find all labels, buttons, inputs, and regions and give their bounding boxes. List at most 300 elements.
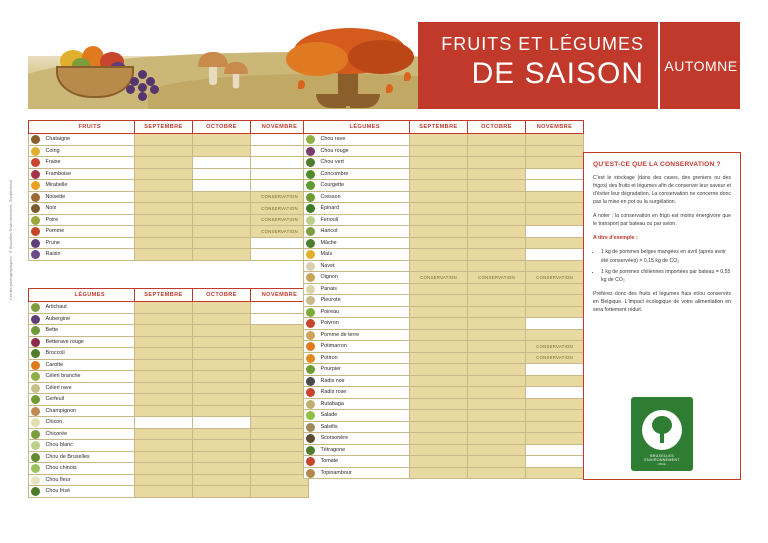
availability-cell-empty <box>526 444 584 456</box>
produce-name: Mirabelle <box>43 180 135 192</box>
availability-cell-season <box>135 428 193 440</box>
produce-icon <box>304 226 318 238</box>
produce-icon <box>304 352 318 364</box>
availability-cell-season <box>526 237 584 249</box>
availability-cell-season <box>468 467 526 479</box>
availability-cell-season <box>135 134 193 146</box>
availability-cell-season <box>468 421 526 433</box>
table-row <box>304 145 584 157</box>
availability-cell-season <box>251 463 309 475</box>
table-header-icon <box>29 289 43 302</box>
produce-icon <box>29 145 43 157</box>
table-row <box>29 168 309 180</box>
produce-name: Navet <box>318 260 410 272</box>
season-label: AUTOMNE <box>658 22 740 109</box>
availability-cell-conservation: CONSERVATION <box>526 272 584 284</box>
produce-name: Chicorée <box>43 428 135 440</box>
table-row <box>304 433 584 445</box>
availability-cell-season <box>135 191 193 203</box>
availability-cell-season <box>135 348 193 360</box>
produce-icon <box>304 467 318 479</box>
produce-name: Poireau <box>318 306 410 318</box>
table-row <box>29 394 309 406</box>
table-row <box>304 260 584 272</box>
produce-icon <box>304 134 318 146</box>
availability-cell-empty <box>251 157 309 169</box>
produce-icon <box>304 214 318 226</box>
infobox-bullet: • 1 kg de pommes chiliennes importées par bateau = 0,55 kg de CO₂ <box>601 268 731 284</box>
produce-name: Noisette <box>43 191 135 203</box>
table-header-icon <box>29 121 43 134</box>
produce-name: Scorsonère <box>318 433 410 445</box>
table-fruits-autumn <box>28 120 309 261</box>
availability-cell-season <box>135 451 193 463</box>
availability-cell-empty <box>526 456 584 468</box>
availability-cell-conservation: CONSERVATION <box>251 214 309 226</box>
produce-name: Tétragone <box>318 444 410 456</box>
availability-cell-season <box>468 444 526 456</box>
table-row <box>29 474 309 486</box>
availability-cell-season <box>135 145 193 157</box>
availability-cell-season <box>526 145 584 157</box>
table-row <box>304 226 584 238</box>
table-header-month: NOVEMBRE <box>251 289 309 302</box>
produce-name: Pourpier <box>318 364 410 376</box>
availability-cell-season <box>193 463 251 475</box>
produce-name: Pleurote <box>318 295 410 307</box>
table-row <box>29 157 309 169</box>
produce-name: Potiron <box>318 352 410 364</box>
availability-cell-season <box>410 398 468 410</box>
table-header-month: NOVEMBRE <box>526 121 584 134</box>
availability-cell-season <box>410 387 468 399</box>
produce-icon <box>29 371 43 383</box>
availability-cell-season <box>193 371 251 383</box>
table-row <box>304 157 584 169</box>
availability-cell-season <box>468 306 526 318</box>
infobox-bullets <box>593 248 731 283</box>
availability-cell-season <box>468 157 526 169</box>
produce-icon <box>304 306 318 318</box>
availability-cell-season <box>468 260 526 272</box>
availability-cell-season <box>193 428 251 440</box>
availability-cell-season <box>193 313 251 325</box>
produce-icon <box>304 375 318 387</box>
produce-icon <box>29 191 43 203</box>
availability-cell-season <box>410 329 468 341</box>
availability-cell-season <box>468 375 526 387</box>
produce-name: Betterave rouge <box>43 336 135 348</box>
table-row <box>304 421 584 433</box>
produce-name: Salsifis <box>318 421 410 433</box>
availability-cell-empty <box>251 145 309 157</box>
table-row <box>304 203 584 215</box>
table-row <box>29 214 309 226</box>
produce-icon <box>29 180 43 192</box>
table-row <box>304 352 584 364</box>
produce-icon <box>304 145 318 157</box>
availability-cell-empty <box>193 180 251 192</box>
produce-icon <box>29 417 43 429</box>
produce-name: Haricot <box>318 226 410 238</box>
credits-text: Crédits photographiques : © Bruxelles Environnement, Shutterstock <box>8 180 13 300</box>
availability-cell-season <box>135 440 193 452</box>
availability-cell-season <box>193 486 251 498</box>
produce-icon <box>29 134 43 146</box>
produce-name: Panais <box>318 283 410 295</box>
produce-name: Chicon <box>43 417 135 429</box>
availability-cell-season <box>468 364 526 376</box>
bruxelles-environnement-logo <box>631 397 693 471</box>
availability-cell-season <box>526 203 584 215</box>
table-header-month: SEPTEMBRE <box>135 121 193 134</box>
table-row <box>29 348 309 360</box>
availability-cell-empty <box>251 180 309 192</box>
availability-cell-season <box>193 382 251 394</box>
availability-cell-empty <box>526 180 584 192</box>
availability-cell-season <box>251 325 309 337</box>
produce-name: Chou frisé <box>43 486 135 498</box>
produce-icon <box>29 474 43 486</box>
availability-cell-season <box>468 352 526 364</box>
availability-cell-conservation: CONSERVATION <box>468 272 526 284</box>
infobox-paragraph-4: Préférez donc des fruits et légumes frais et/ou conservés en Belgique. L'impact écologique de votre alimentation en sera fortement réduit. <box>593 290 731 313</box>
produce-name: Chou rouge <box>318 145 410 157</box>
availability-cell-season <box>526 375 584 387</box>
availability-cell-season <box>468 203 526 215</box>
availability-cell-season <box>251 359 309 371</box>
produce-icon <box>304 398 318 410</box>
availability-cell-season <box>526 295 584 307</box>
availability-cell-season <box>193 134 251 146</box>
produce-icon <box>304 329 318 341</box>
availability-cell-season <box>468 237 526 249</box>
availability-cell-season <box>410 467 468 479</box>
availability-cell-season <box>410 456 468 468</box>
produce-icon <box>304 410 318 422</box>
availability-cell-season <box>135 382 193 394</box>
availability-cell-empty <box>251 168 309 180</box>
availability-cell-season <box>468 226 526 238</box>
produce-name: Fenouil <box>318 214 410 226</box>
produce-icon <box>304 249 318 261</box>
table-row <box>29 145 309 157</box>
produce-icon <box>304 318 318 330</box>
produce-icon <box>29 486 43 498</box>
produce-icon <box>29 214 43 226</box>
availability-cell-empty <box>526 387 584 399</box>
table-row <box>29 226 309 238</box>
table-row <box>304 237 584 249</box>
produce-icon <box>304 191 318 203</box>
produce-icon <box>304 444 318 456</box>
availability-cell-season <box>410 283 468 295</box>
table-row <box>29 203 309 215</box>
availability-cell-season <box>468 387 526 399</box>
availability-cell-season <box>526 134 584 146</box>
availability-cell-season <box>251 371 309 383</box>
table-row <box>29 191 309 203</box>
availability-cell-season <box>135 474 193 486</box>
availability-cell-season <box>468 410 526 422</box>
availability-cell-season <box>251 336 309 348</box>
produce-name: Radis rose <box>318 387 410 399</box>
table-header-month: SEPTEMBRE <box>410 121 468 134</box>
produce-icon <box>29 440 43 452</box>
availability-cell-season <box>526 283 584 295</box>
availability-cell-season <box>526 398 584 410</box>
table-header-category: LÉGUMES <box>43 289 135 302</box>
logo-tree-icon <box>642 410 682 450</box>
produce-name: Chou rave <box>318 134 410 146</box>
availability-cell-season <box>135 486 193 498</box>
availability-cell-season <box>410 214 468 226</box>
table-header-category: FRUITS <box>43 121 135 134</box>
availability-cell-season <box>251 417 309 429</box>
availability-cell-season <box>251 382 309 394</box>
availability-cell-empty <box>526 168 584 180</box>
produce-icon <box>29 463 43 475</box>
availability-cell-season <box>468 456 526 468</box>
availability-cell-season <box>526 433 584 445</box>
availability-cell-season <box>410 260 468 272</box>
table-row <box>304 306 584 318</box>
availability-cell-season <box>526 306 584 318</box>
availability-cell-season <box>193 249 251 261</box>
availability-cell-season <box>410 249 468 261</box>
availability-cell-season <box>526 329 584 341</box>
produce-icon <box>29 249 43 261</box>
produce-name: Concombre <box>318 168 410 180</box>
availability-cell-season <box>468 145 526 157</box>
availability-cell-season <box>135 336 193 348</box>
availability-cell-conservation: CONSERVATION <box>410 272 468 284</box>
table-header-icon <box>304 121 318 134</box>
availability-cell-season <box>468 318 526 330</box>
produce-icon <box>29 394 43 406</box>
availability-cell-empty <box>526 226 584 238</box>
table-header-month: OCTOBRE <box>193 121 251 134</box>
table-row <box>29 405 309 417</box>
table-header-category: LÉGUMES <box>318 121 410 134</box>
infobox-example-heading: A titre d'exemple : <box>593 235 638 242</box>
table-row <box>304 318 584 330</box>
availability-cell-season <box>193 348 251 360</box>
availability-cell-season <box>135 203 193 215</box>
availability-cell-season <box>193 474 251 486</box>
produce-name: Pomme de terre <box>318 329 410 341</box>
produce-icon <box>304 168 318 180</box>
table-row <box>304 364 584 376</box>
table-row <box>29 463 309 475</box>
table-row <box>29 382 309 394</box>
availability-cell-season <box>251 451 309 463</box>
produce-icon <box>304 260 318 272</box>
availability-cell-season <box>468 433 526 445</box>
produce-name: Prune <box>43 237 135 249</box>
availability-cell-season <box>468 134 526 146</box>
availability-cell-conservation: CONSERVATION <box>251 203 309 215</box>
logo-line-2: ENVIRONNEMENT <box>644 458 680 462</box>
table-row <box>29 302 309 314</box>
produce-name: Radis noir <box>318 375 410 387</box>
availability-cell-empty <box>526 249 584 261</box>
availability-cell-season <box>410 444 468 456</box>
availability-cell-conservation: CONSERVATION <box>251 191 309 203</box>
table-legumes-left <box>28 288 309 498</box>
availability-cell-season <box>193 191 251 203</box>
availability-cell-season <box>193 214 251 226</box>
produce-name: Rutabaga <box>318 398 410 410</box>
availability-cell-season <box>410 341 468 353</box>
table-row <box>29 417 309 429</box>
availability-cell-season <box>526 410 584 422</box>
produce-name: Maïs <box>318 249 410 261</box>
availability-cell-season <box>410 157 468 169</box>
infobox-paragraph-2: A noter : la conservation en frigo est moins énergivore que le transport par bateau ou par avion. <box>593 213 731 228</box>
availability-cell-season <box>135 237 193 249</box>
availability-cell-season <box>193 405 251 417</box>
availability-cell-season <box>251 474 309 486</box>
availability-cell-season <box>135 226 193 238</box>
produce-icon <box>29 157 43 169</box>
table-row <box>29 180 309 192</box>
availability-cell-empty <box>251 237 309 249</box>
produce-name: Chou vert <box>318 157 410 169</box>
availability-cell-empty <box>526 318 584 330</box>
availability-cell-empty <box>251 134 309 146</box>
availability-cell-season <box>135 180 193 192</box>
produce-icon <box>29 451 43 463</box>
produce-icon <box>304 237 318 249</box>
availability-cell-season <box>410 364 468 376</box>
availability-cell-season <box>410 168 468 180</box>
availability-cell-season <box>193 237 251 249</box>
produce-icon <box>29 226 43 238</box>
availability-cell-season <box>410 145 468 157</box>
table-row <box>304 180 584 192</box>
produce-name: Potimarron <box>318 341 410 353</box>
availability-cell-season <box>410 191 468 203</box>
produce-name: Chou blanc <box>43 440 135 452</box>
produce-icon <box>29 428 43 440</box>
produce-name: Topinambour <box>318 467 410 479</box>
availability-cell-season <box>526 191 584 203</box>
availability-cell-empty <box>526 364 584 376</box>
produce-icon <box>304 203 318 215</box>
produce-name: Céleri rave <box>43 382 135 394</box>
produce-name: Framboise <box>43 168 135 180</box>
produce-name: Carotte <box>43 359 135 371</box>
availability-cell-season <box>410 306 468 318</box>
availability-cell-season <box>468 329 526 341</box>
produce-name: Aubergine <box>43 313 135 325</box>
table-header-month: SEPTEMBRE <box>135 289 193 302</box>
availability-cell-season <box>468 341 526 353</box>
tree-icon <box>286 28 416 108</box>
availability-cell-empty <box>193 417 251 429</box>
table-row <box>304 398 584 410</box>
table-row <box>304 444 584 456</box>
availability-cell-empty <box>193 168 251 180</box>
availability-cell-season <box>193 203 251 215</box>
availability-cell-season <box>526 260 584 272</box>
produce-icon <box>304 456 318 468</box>
availability-cell-season <box>410 180 468 192</box>
table-row <box>29 134 309 146</box>
availability-cell-season <box>135 157 193 169</box>
availability-cell-season <box>410 352 468 364</box>
availability-cell-empty <box>251 249 309 261</box>
availability-cell-season <box>468 214 526 226</box>
produce-icon <box>29 237 43 249</box>
table-header-month: NOVEMBRE <box>251 121 309 134</box>
availability-cell-season <box>193 359 251 371</box>
availability-cell-season <box>193 325 251 337</box>
produce-icon <box>304 180 318 192</box>
availability-cell-season <box>468 249 526 261</box>
table-row <box>304 214 584 226</box>
availability-cell-season <box>135 371 193 383</box>
availability-cell-season <box>526 467 584 479</box>
table-row <box>304 283 584 295</box>
produce-name: Pomme <box>43 226 135 238</box>
availability-cell-season <box>251 405 309 417</box>
table-row <box>304 272 584 284</box>
produce-icon <box>29 348 43 360</box>
produce-name: Tomate <box>318 456 410 468</box>
grapes-icon <box>124 70 170 104</box>
availability-cell-season <box>468 180 526 192</box>
produce-name: Artichaut <box>43 302 135 314</box>
availability-cell-season <box>410 295 468 307</box>
produce-name: Chou chinois <box>43 463 135 475</box>
availability-cell-season <box>193 451 251 463</box>
table-row <box>29 428 309 440</box>
table-row <box>304 467 584 479</box>
table-row <box>29 313 309 325</box>
table-row <box>29 440 309 452</box>
table-row <box>29 249 309 261</box>
produce-icon <box>304 341 318 353</box>
produce-name: Raisin <box>43 249 135 261</box>
produce-icon <box>29 203 43 215</box>
produce-name: Mâche <box>318 237 410 249</box>
infobox-title: QU'EST-CE QUE LA CONSERVATION ? <box>593 161 721 168</box>
produce-icon <box>29 302 43 314</box>
produce-icon <box>304 157 318 169</box>
availability-cell-season <box>410 134 468 146</box>
produce-name: Épinard <box>318 203 410 215</box>
produce-icon <box>304 364 318 376</box>
table-row <box>29 486 309 498</box>
availability-cell-season <box>135 394 193 406</box>
availability-cell-season <box>193 145 251 157</box>
availability-cell-season <box>135 359 193 371</box>
table-row <box>29 336 309 348</box>
produce-name: Poivron <box>318 318 410 330</box>
produce-name: Chou fleur <box>43 474 135 486</box>
table-legumes-right <box>303 120 584 479</box>
produce-name: Cerfeuil <box>43 394 135 406</box>
produce-icon <box>29 405 43 417</box>
table-header-month: OCTOBRE <box>468 121 526 134</box>
availability-cell-season <box>193 226 251 238</box>
banner-title-line2: DE SAISON <box>471 57 644 90</box>
table-row <box>304 375 584 387</box>
logo-line-3: - IBGE - <box>656 462 668 466</box>
table-row <box>304 341 584 353</box>
